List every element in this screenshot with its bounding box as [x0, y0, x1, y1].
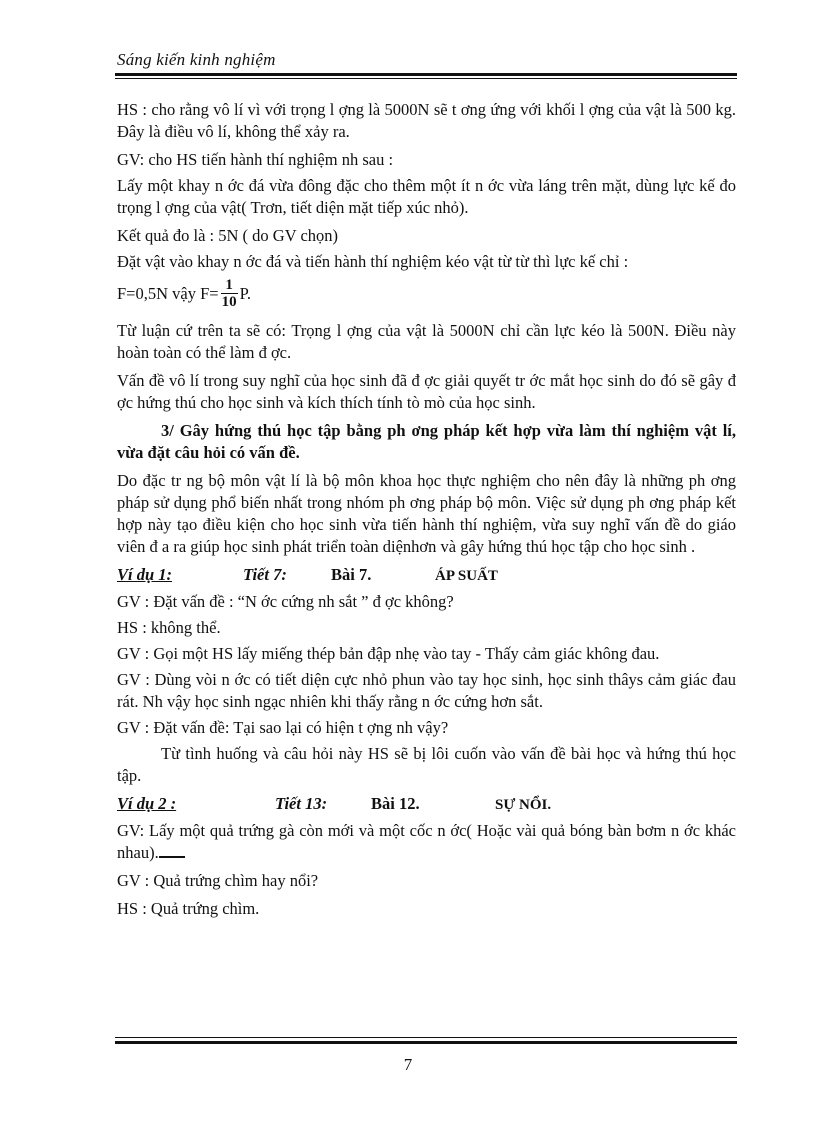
- dialogue-line: [117, 820, 736, 864]
- example-lesson-period: Tiết 13:: [275, 794, 328, 813]
- blank-line: [159, 842, 185, 858]
- paragraph: Từ luận cứ trên ta sẽ có: Trọng l ợng của vật là 5000N chỉ cần lực kéo là 500N. Điều này hoàn toàn có thể làm đ ợc.: [117, 321, 736, 362]
- example-topic: ÁP SUẤT: [435, 568, 498, 584]
- paragraph: Lấy một khay n ớc đá vừa đông đặc cho thêm một ít n ớc vừa láng trên mặt, dùng lực kế đo trọng l ợng của vật( Trơn, tiết diện mặt tiếp xúc nhỏ).: [117, 176, 736, 217]
- formula: [117, 277, 736, 310]
- paragraph: GV: cho HS tiến hành thí nghiệm nh sau :: [117, 150, 394, 169]
- dialogue-line: GV : Gọi một HS lấy miếng thép bản đập nhẹ vào tay - Thấy cảm giác không đau.: [117, 644, 660, 663]
- paragraph: Vấn đề vô lí trong suy nghĩ của học sinh đã đ ợc giải quyết tr ớc mắt học sinh do đó sẽ gây đ ợc hứng thú cho học sinh và kích thích tính tò mò của học sinh.: [117, 371, 736, 412]
- dialogue-line: GV : Quả trứng chìm hay nổi?: [117, 871, 319, 890]
- dialogue-text: GV: Lấy một quả trứng gà còn mới và một cốc n ớc( Hoặc vài quả bóng bàn bơm n ớc khác nhau).: [117, 821, 736, 862]
- paragraph: Từ tình huống và câu hỏi này HS sẽ bị lôi cuốn vào vấn đề bài học và hứng thú học tập.: [117, 744, 736, 785]
- dialogue-line: HS : không thể.: [117, 618, 221, 637]
- example-lesson-number: Bài 7.: [331, 565, 372, 584]
- formula-suffix: P.: [239, 283, 252, 303]
- header-rule-thick: [115, 73, 737, 76]
- dialogue-line: GV : Dùng vòi n ớc có tiết diện cực nhỏ phun vào tay học sinh, học sinh thâys cảm giác đau rát. Nh vậy học sinh ngạc nhiên khi thấy rằng n ớc cứng hơn sắt.: [117, 670, 736, 711]
- paragraph: Kết quả đo là : 5N ( do GV chọn): [117, 226, 339, 245]
- dialogue-line: GV : Đặt vấn đề : “N ớc cứng nh sắt ” đ ợc không?: [117, 592, 454, 611]
- paragraph: HS : cho rằng vô lí vì với trọng l ợng là 5000N sẽ t ơng ứng với khối l ợng của vật là 500 kg. Đây là điều vô lí, không thể xảy ra.: [117, 100, 736, 141]
- section-heading: 3/ Gây hứng thú học tập bằng ph ơng pháp kết hợp vừa làm thí nghiệm vật lí, vừa đặt câu hỏi có vấn đề.: [117, 421, 736, 462]
- dialogue-line: GV : Đặt vấn đề: Tại sao lại có hiện t ợng nh vậy?: [117, 718, 449, 737]
- example-1-header: [117, 564, 736, 587]
- footer-rule-thick: [115, 1041, 737, 1044]
- example-topic: SỰ NỔI.: [495, 797, 552, 813]
- example-label: Ví dụ 1:: [117, 565, 173, 584]
- header-rule-thin: [115, 78, 737, 79]
- example-lesson-number: Bài 12.: [371, 794, 420, 813]
- page-number: 7: [403, 1055, 413, 1074]
- example-lesson-period: Tiết 7:: [243, 565, 287, 584]
- paragraph: Do đặc tr ng bộ môn vật lí là bộ môn khoa học thực nghiệm cho nên đây là những ph ơng pháp sử dụng phổ biến nhất trong nhóm ph ơng pháp bộ môn. Việc sử dụng ph ơng pháp kết hợp này tạo điều kiện cho học sinh vừa tiến hành thí nghiệm, vừa suy nghĩ vấn đề do giáo viên đ a ra giúp học sinh phát triển toàn diệnhơn và gây hứng thú học tập cho học sinh .: [117, 471, 736, 556]
- formula-prefix: F=0,5N vậy F=: [117, 283, 219, 303]
- fraction-numerator: 1: [225, 277, 233, 293]
- dialogue-line: HS : Quả trứng chìm.: [117, 899, 260, 918]
- fraction: [221, 277, 238, 310]
- header-title: Sáng kiến kinh nghiệm: [117, 50, 276, 69]
- example-2-header: [117, 793, 736, 816]
- example-label: Ví dụ 2 :: [117, 794, 177, 813]
- fraction-denominator: 10: [221, 294, 237, 310]
- footer-rule-thin: [115, 1037, 737, 1038]
- paragraph: Đặt vật vào khay n ớc đá và tiến hành thí nghiệm kéo vật từ từ thì lực kế chỉ :: [117, 252, 629, 271]
- body-content: [117, 99, 736, 926]
